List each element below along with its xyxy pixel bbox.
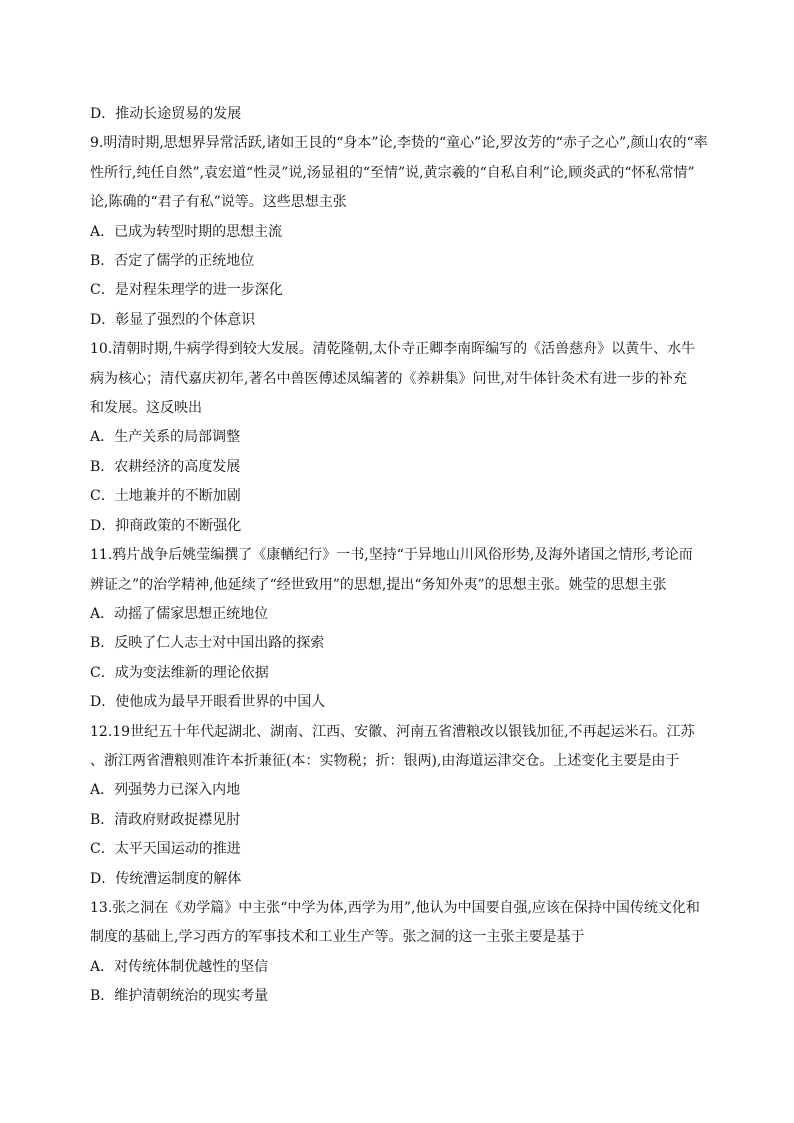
- q13-option-b: B．维护清朝统治的现实考量: [90, 988, 269, 1005]
- q11-option-a: A．动摇了儒家思想正统地位: [90, 605, 269, 622]
- q11-option-c: C．成为变法维新的理论依据: [90, 664, 269, 681]
- q10-option-a: A．生产关系的局部调整: [90, 429, 241, 446]
- q13-option-a: A．对传统体制优越性的坚信: [90, 958, 269, 975]
- q10-stem-line-1: 10.清朝时期,牛病学得到较大发展。清乾隆朝,太仆寺正卿李南晖编写的《活兽慈舟》以黄牛、水牛: [90, 341, 696, 358]
- q9-option-a: A．已成为转型时期的思想主流: [90, 223, 283, 240]
- q9-option-b: B．否定了儒学的正统地位: [90, 253, 255, 270]
- q10-stem-line-3: 和发展。这反映出: [90, 400, 202, 417]
- q12-option-d: D．传统漕运制度的解体: [90, 870, 242, 887]
- q12-stem-line-1: 12.19世纪五十年代起湖北、湖南、江西、安徽、河南五省漕粮改以银钱加征,不再起运米石。江苏: [90, 723, 695, 740]
- q12-option-a: A．列强势力已深入内地: [90, 782, 241, 799]
- q9-option-c: C．是对程朱理学的进一步深化: [90, 282, 283, 299]
- q12-option-c: C．太平天国运动的推进: [90, 841, 241, 858]
- q10-option-c: C．土地兼并的不断加剧: [90, 488, 241, 505]
- q12-option-b: B．清政府财政捉襟见肘: [90, 811, 241, 828]
- q10-option-b: B．农耕经济的高度发展: [90, 458, 241, 475]
- q9-stem-line-2: 性所行,纯任自然”,袁宏道“性灵”说,汤显祖的“至情”说,黄宗羲的“自私自利”论,顾炎武的“怀私常情”: [90, 164, 695, 181]
- exam-page: [90, 100, 710, 1012]
- q10-option-d: D．抑商政策的不断强化: [90, 517, 242, 534]
- q11-option-b: B．反映了仁人志士对中国出路的探索: [90, 635, 325, 652]
- q9-stem-line-1: 9.明清时期,思想界异常活跃,诸如王艮的“身本”论,李贽的“童心”论,罗汝芳的“赤子之心”,颜山农的“率: [90, 135, 708, 152]
- q13-stem-line-2: 制度的基础上,学习西方的军事技术和工业生产等。张之洞的这一主张主要是基于: [90, 929, 585, 946]
- q9-option-d: D．彰显了强烈的个体意识: [90, 311, 256, 328]
- q8-option-d: D．推动长途贸易的发展: [90, 106, 242, 122]
- q13-stem-line-1: 13.张之洞在《劝学篇》中主张“中学为体,西学为用”,他认为中国要自强,应该在保持中国传统文化和: [90, 899, 700, 916]
- q12-stem-line-2: 、浙江两省漕粮则准许本折兼征(本：实物税；折：银两),由海道运津交仓。上述变化主要是由于: [90, 752, 680, 769]
- q11-stem-line-2: 辨证之”的治学精神,他延续了“经世致用”的思想,提出“务知外夷”的思想主张。姚莹的思想主张: [90, 576, 667, 593]
- q11-stem-line-1: 11.鸦片战争后姚莹编撰了《康輶纪行》一书,坚持“于异地山川风俗形势,及海外诸国之情形,考论而: [90, 547, 693, 564]
- q9-stem-line-3: 论,陈确的“君子有私”说等。这些思想主张: [90, 194, 347, 211]
- q10-stem-line-2: 病为核心；清代嘉庆初年,著名中兽医傅述凤编著的《养耕集》问世,对牛体针灸术有进一步的补充: [90, 370, 687, 387]
- q11-option-d: D．使他成为最早开眼看世界的中国人: [90, 694, 326, 711]
